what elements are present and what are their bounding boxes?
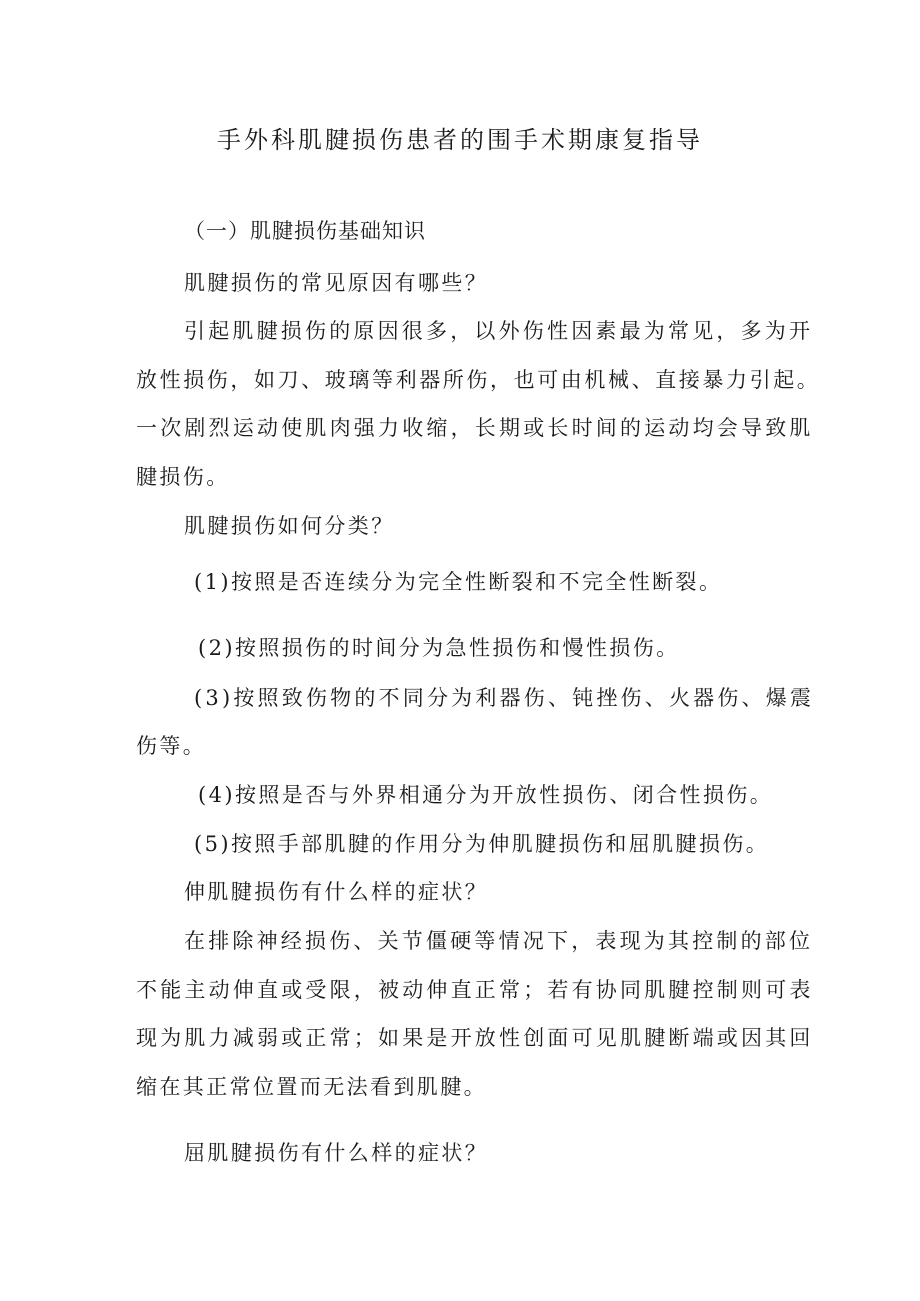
paragraph-line: 缩在其正常位置而无法看到肌腱。 xyxy=(136,1075,487,1099)
paragraph-line: 引起肌腱损伤的原因很多，以外伤性因素最为常见，多为开 xyxy=(184,319,814,343)
document-title: 手外科肌腱损伤患者的围手术期康复指导 xyxy=(217,126,703,154)
paragraph-line: 腱损伤。 xyxy=(136,465,230,489)
list-item: (3)按照致伤物的不同分为利器伤、钝挫伤、火器伤、爆震 xyxy=(194,686,815,710)
list-item: (4)按照是否与外界相通分为开放性损伤、闭合性损伤。 xyxy=(198,783,774,807)
question-classification: 肌腱损伤如何分类？ xyxy=(184,514,395,538)
list-item-continuation: 伤等。 xyxy=(136,734,207,758)
paragraph-line: 现为肌力减弱或正常；如果是开放性创面可见肌腱断端或因其回 xyxy=(136,1026,814,1050)
question-extensor-symptoms: 伸肌腱损伤有什么样的症状？ xyxy=(184,880,489,904)
list-item: (2)按照损伤的时间分为急性损伤和慢性损伤。 xyxy=(198,636,680,660)
question-causes: 肌腱损伤的常见原因有哪些？ xyxy=(184,271,489,295)
paragraph-line: 一次剧烈运动使肌肉强力收缩，长期或长时间的运动均会导致肌 xyxy=(136,416,814,440)
section-heading: （一）肌腱损伤基础知识 xyxy=(184,219,426,243)
list-item: (1)按照是否连续分为完全性断裂和不完全性断裂。 xyxy=(194,570,723,594)
paragraph-line: 放性损伤，如刀、玻璃等利器所伤，也可由机械、直接暴力引起。 xyxy=(136,368,821,392)
paragraph-line: 在排除神经损伤、关节僵硬等情况下，表现为其控制的部位 xyxy=(184,929,814,953)
question-flexor-symptoms: 屈肌腱损伤有什么样的症状？ xyxy=(184,1141,489,1165)
list-item: (5)按照手部肌腱的作用分为伸肌腱损伤和屈肌腱损伤。 xyxy=(194,832,770,856)
paragraph-line: 不能主动伸直或受限，被动伸直正常；若有协同肌腱控制则可表 xyxy=(136,978,814,1002)
